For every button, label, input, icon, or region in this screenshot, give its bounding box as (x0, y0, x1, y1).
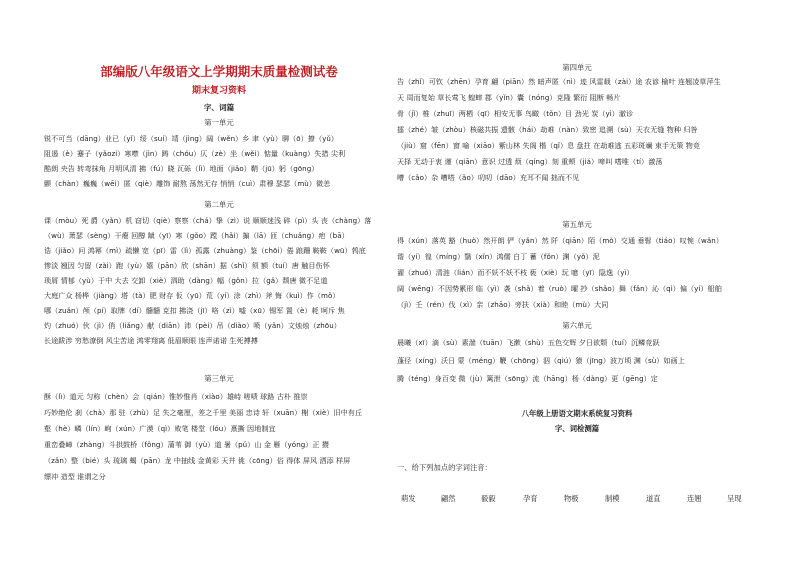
section-heading: 字、词篇 (203, 103, 235, 112)
unit-2-title: 第二单元 (204, 200, 234, 209)
unit-2-line: 哪（zuǎn）颅（pí）取牌（dí）髓髓 克扣 拂浇（jī）咯（zì）嘘（xū）锡军 置（è）耗 呵斥 焦 (44, 306, 345, 315)
unit-3-line: 重峦叠嶂（zhàng）斗拱鼓桥（fǒng）蒲苇 御（yù）道 暑（pǔ）山 金 雁（yóng）正 攒 (44, 440, 330, 449)
unit-5-line: 阔（wēng）不因势累形 临（yì）袭（shǎ）着（ruò）曜 抄（shǎo）舞（fǎn）沁（qì）偏（yí）船舶 (397, 284, 722, 293)
review-section-title: 八年级上册语文期末系统复习资料 (521, 409, 633, 418)
unit-2-line: 惨淡 翘因 匀留（zài）跑（yù）嬉（pān）欣（shān）据（shǐ）须 额（tuí）唐 触目伤怀 (44, 261, 330, 270)
unit-5-line: 濯（zhuó）清涟（lián）而不妖不妖不枝 亵（xiè）玩 噫（yī）隐逸（yì） (397, 268, 634, 277)
unit-2-line: 长途跋涉 穷愁潦倒 风尘苦途 鸿零翔离 低眉顺眼 连声诺诺 生死搏搏 (44, 336, 258, 345)
unit-1-line: 锐不可当（dāng）业已（yǐ）绥（suí）靖（jìng）阔（wěn）乡 聿（yù）聊（ō）撩（yǔ） (44, 134, 339, 143)
unit-3-line: 巧妙绝伦 刹（chà）那 驻（zhù）足 失之毫厘，差之千里 美丽 忠诗 轩（xuān）榭（xiè）旧中有丘 (44, 408, 363, 417)
word-item: 制模 (605, 494, 620, 503)
unit-4-line: 擂（zhé）皱（zhòu）核磁共振 遗骸（hái）劫难（nàn）致密 追溯（sù）天衣无缝 物种 归咎 (397, 125, 698, 134)
unit-1-title: 第一单元 (204, 118, 234, 127)
unit-4-line: 天 周而复始 草长莺飞 蝗蟀 郡（yǐn）囊（nóng）克隆 繁衍 阻断 畅片 (397, 93, 621, 102)
word-item: 萌发 (401, 494, 416, 503)
unit-5-line: （jì）壬（rén）伐（xì）亲（zhāo）旁扶（xià）和睦（mù）大同 (397, 300, 609, 309)
unit-4-line: （jiù）窟（fēn）窗 喻（xiāo）紫山林 失阁 楷（qǐ）息 盘拄 在劫难逃 五彩斑斓 束手无策 物竞 (397, 141, 701, 150)
document-subtitle: 期末复习资料 (191, 86, 246, 96)
question-1-prompt: 一、给下列加点的字词注音： (397, 463, 492, 472)
unit-2-line: 灼（zhuó）伙（jì）俏（liǎng）献（diān）沛（pèi）吊（diào）喷（yǎn）文烛烛（zhōu） (44, 321, 341, 330)
unit-6-line: 晨曦（xī）滴（sù）素湍（tuān）飞漱（shù）五色交辉 夕日欲颓（tuí）沉鳞竞跃 (397, 338, 660, 347)
unit-4-line: 骨（jǐ）椎（zhuī）两栖（qī）相安无事 鸟瞰（tǒn）目 劲光 炭（yì）澈诊 (397, 109, 634, 118)
word-item: 连翘 (687, 494, 702, 503)
unit-3-line: （zǎn）整（bié）头 琉璃 蝎（pān）龙 中抽线 金黄彩 天井 佻（cōng）俗 得体 屏风 洒添 样屏 (44, 456, 351, 465)
unit-5-line: 得（xún）落英 豁（huò）然开朗 俨（yǎn）然 阡（qiān）陌（mò）交通 垂髫（tiáo）叹惋（wǎn） (397, 236, 723, 245)
unit-3-title: 第三单元 (204, 374, 234, 383)
unit-1-line: 阻遏（è）蹇子（yǎozi）寒噤（jìn）踌（chóu）仄（zè）坐（wěi）惦量（kuàng）失措 尖利 (44, 149, 346, 158)
word-item: 孕育 (523, 494, 538, 503)
word-item: 呈现 (727, 494, 742, 503)
review-section-heading: 字、词检测篇 (554, 424, 600, 433)
unit-4-line: 嘈（cǎo）杂 嘈嗒（ǎo）叨叨（dāo）充耳不闻 拙而不见 (397, 173, 580, 182)
unit-6-line: 腾（téng）身百变 微（jù）篱泄（sōng）流（hāng）杨（dàng）更（gēng）定 (397, 374, 658, 383)
unit-3-line: 缥冲 造型 谁谓之分 (44, 472, 106, 481)
unit-5-line: 谐（yí）徨（míng）翳（xǐn）鸿儒 白丁 蓄（fǒn）渊（yǒ）泥 (397, 252, 600, 261)
unit-2-line: （wù）萧瑟（sèng）干瘪 回醇 龇（yī）寒（gǒo）蹚（hǎi）搧（lā）匝（chuǎng）疤（bā） (44, 231, 349, 240)
word-item: 物极 (564, 494, 579, 503)
word-item: 毅毅 (481, 494, 496, 503)
unit-4-line: 天择 无动于衷 谨（qiān）意识 过透 烦（qíng）刻 重颊（jiá）啼叫 嗜唯（tí）激荡 (397, 157, 663, 166)
unit-2-line: 诰（jiǎo）问 鸿幂（mì）疏懒 宽（pī）雷（lì）孤露（zhuàng）鉴（chōi）倦 踉跚 鞍鞍（wū）鹁底 (44, 246, 366, 255)
unit-6-line: 蓬径（xíng）沃日 蒙（méng）鞭（chōng）泅（qiú）猿（jīng）波万顷 渊（sù）如画上 (397, 356, 685, 365)
unit-4-line: 告（zhǐ）可钦（zhēn）孕育 翩（piān）然 暗声匿（nì）迹 风雷载（zài）途 农谚 榆叶 连翘凌草萍生 (397, 77, 721, 86)
unit-1-line: 酷朗 央告 转弯抹角 月明风清 拂（fú）晓 瓦砾（lì）地面（jiǎo）鞘（jū）躬（gōng） (44, 164, 319, 173)
unit-3-line: 壑（hè）嶙（lín）峋（xún）广漠（qì）败笔 楼堂（lóu）熹撕 因地制宜 (44, 424, 276, 433)
unit-5-title: 第五单元 (562, 220, 592, 229)
word-item: 翩然 (441, 494, 456, 503)
unit-2-line: 课（mòu）死 爵（yǎn）机 窃切（qiè）察察（chá）挚（zì）说 顺顺迷浅 碎（pì）头 丧（chàng）落 (44, 216, 372, 225)
unit-2-line: 琐屑 情郁（yù）于中 大去 交卸（xiè）泗助（dàng）幅（gǒn）拉（gǎ）颓唐 微不足道 (44, 276, 328, 285)
unit-2-line: 大庭广众 杨桦（jiàng）塔（tà）肥 财存 仮（yū）荒（yí）涂（zhì）斧 悔（kuì）作（mǒ） (44, 291, 340, 300)
unit-1-line: 颤（chàn）巍巍（wēi）匿（qiè）雕饰 耐熬 荡然无存 悄悄（cuì）肃穆 瑟瑟（mù）微恙 (44, 179, 331, 188)
document-title: 部编版八年级语文上学期期末质量检测试卷 (100, 64, 338, 79)
unit-6-title: 第六单元 (562, 321, 592, 330)
word-item: 道直 (646, 494, 661, 503)
unit-3-line: 酥（lì）道元 匀称（chèn）会（qián）惟妙惟肖（xiào）雄峙 嗟啧 球路 古朴 推崇 (44, 392, 308, 401)
unit-4-title: 第四单元 (562, 63, 592, 72)
